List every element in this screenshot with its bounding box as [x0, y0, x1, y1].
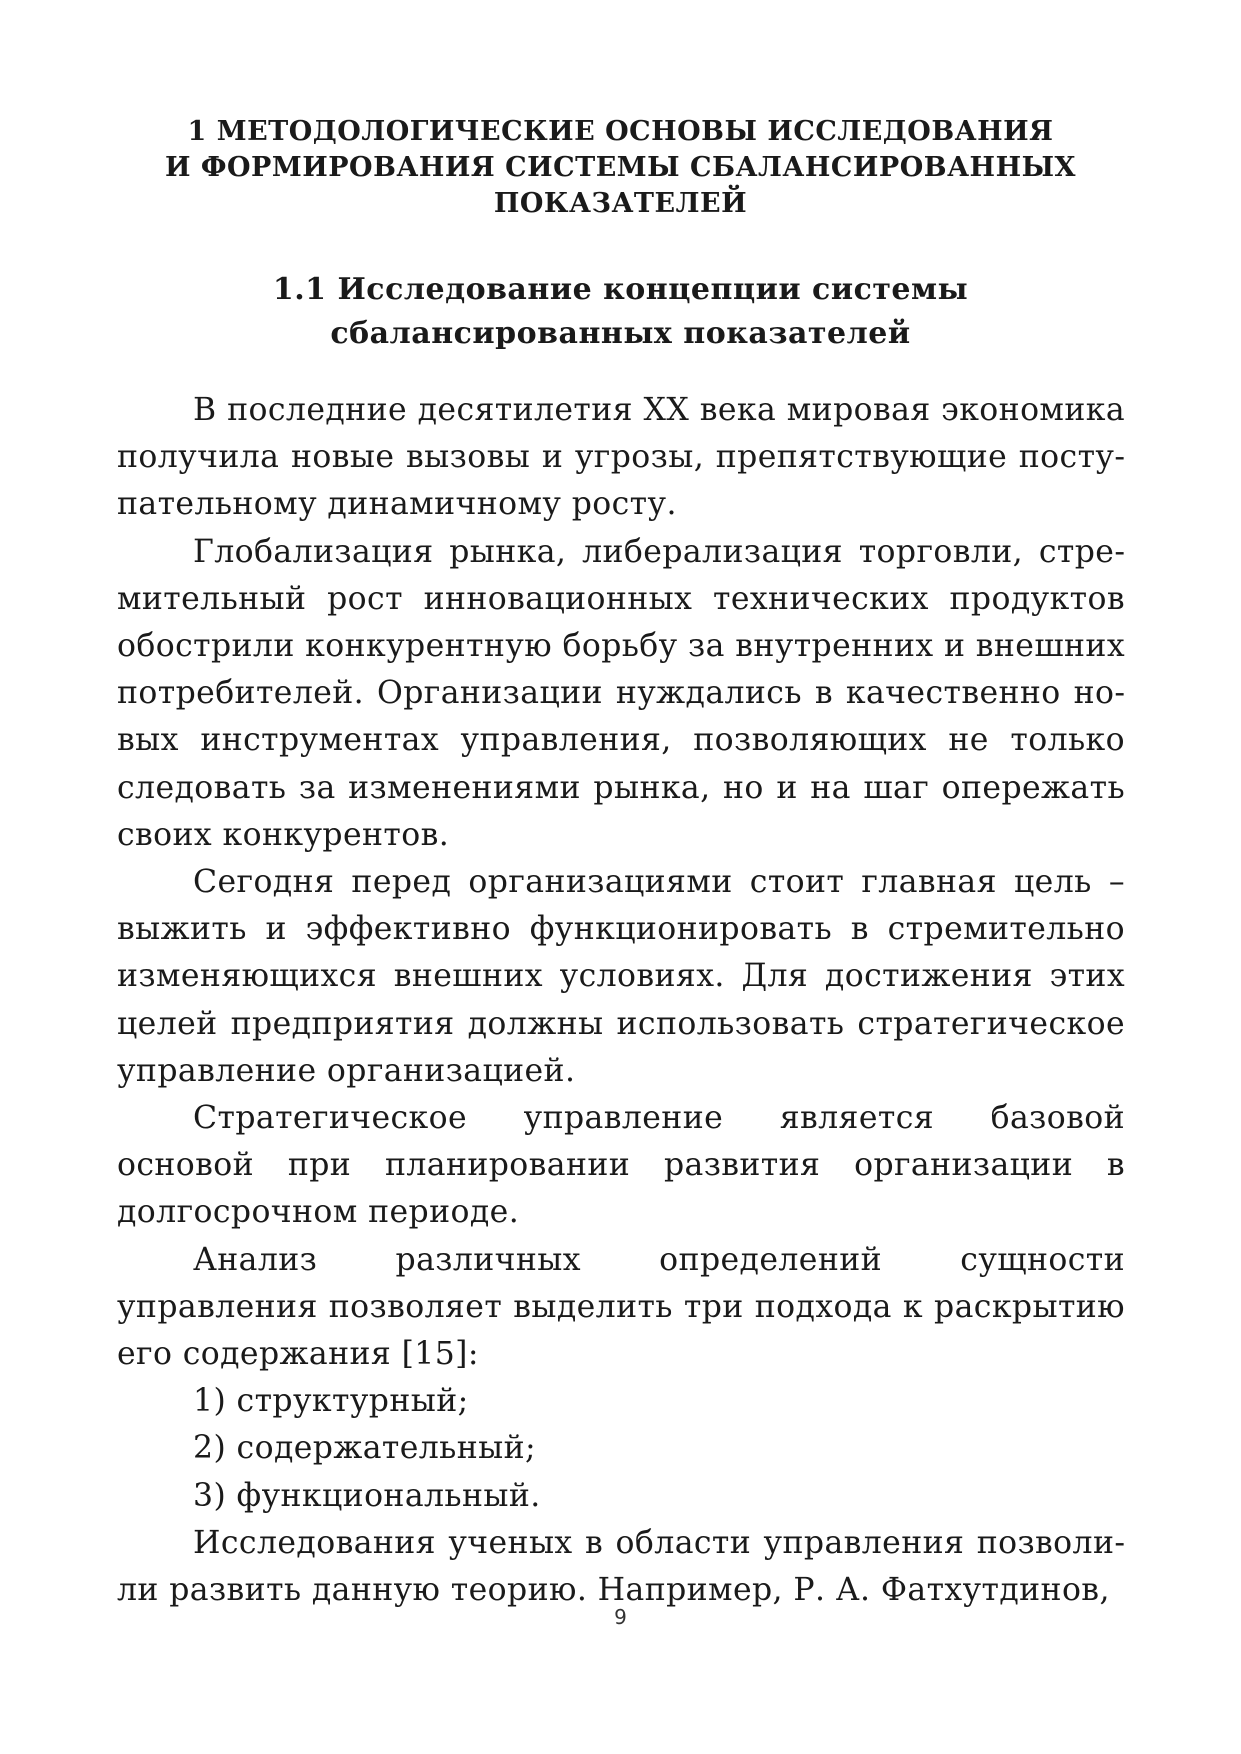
paragraph: Стратегическое управление является базовой основой при планировании развития организации в долгосрочном периоде. — [117, 1100, 1125, 1231]
paragraph: Глобализация рынка, либерализация торговли, стремительный рост инновационных технических продуктов обострили конкурентную борьбу за внутренних и внешних потребителей. Организации нуждались в качественно новых инструментах управления, позволяющих не только следовать за изменениями рынка, но и на шаг опережать своих конкурентов. — [117, 533, 1125, 853]
list-item: 3) функциональный. — [193, 1477, 541, 1514]
chapter-title-line: И ФОРМИРОВАНИЯ СИСТЕМЫ СБАЛАНСИРОВАННЫХ — [165, 152, 1076, 183]
chapter-title-line: 1 МЕТОДОЛОГИЧЕСКИЕ ОСНОВЫ ИССЛЕДОВАНИЯ — [187, 116, 1054, 147]
paragraph: Анализ различных определений сущности управления позволяет выделить три подхода к раскрытию его содержания [15]: — [117, 1241, 1125, 1373]
list-item: 1) структурный; — [193, 1383, 469, 1420]
body-text — [117, 387, 1125, 1614]
chapter-title — [150, 114, 1091, 222]
list-item: 2) содержательный; — [193, 1430, 537, 1467]
page-number: 9 — [614, 1605, 627, 1629]
paragraph: Сегодня перед организациями стоит главная цель – выжить и эффективно функционировать в стремительно изменяющихся внешних условиях. Для достижения этих целей предприятия должны использовать стратегическое управление организацией. — [117, 864, 1125, 1089]
section-title-line: сбалансированных показателей — [330, 316, 911, 351]
chapter-title-line: ПОКАЗАТЕЛЕЙ — [493, 188, 748, 219]
section-title-line: 1.1 Исследование концепции системы — [272, 272, 969, 307]
section-title — [150, 268, 1091, 356]
paragraph: Исследования ученых в области управления позволили развить данную теорию. Например, Р. А. Фатхутдинов, — [117, 1524, 1125, 1609]
paragraph: В последние десятилетия XX века мировая экономика получила новые вызовы и угрозы, препятствующие поступательному динамичному росту. — [117, 392, 1125, 523]
